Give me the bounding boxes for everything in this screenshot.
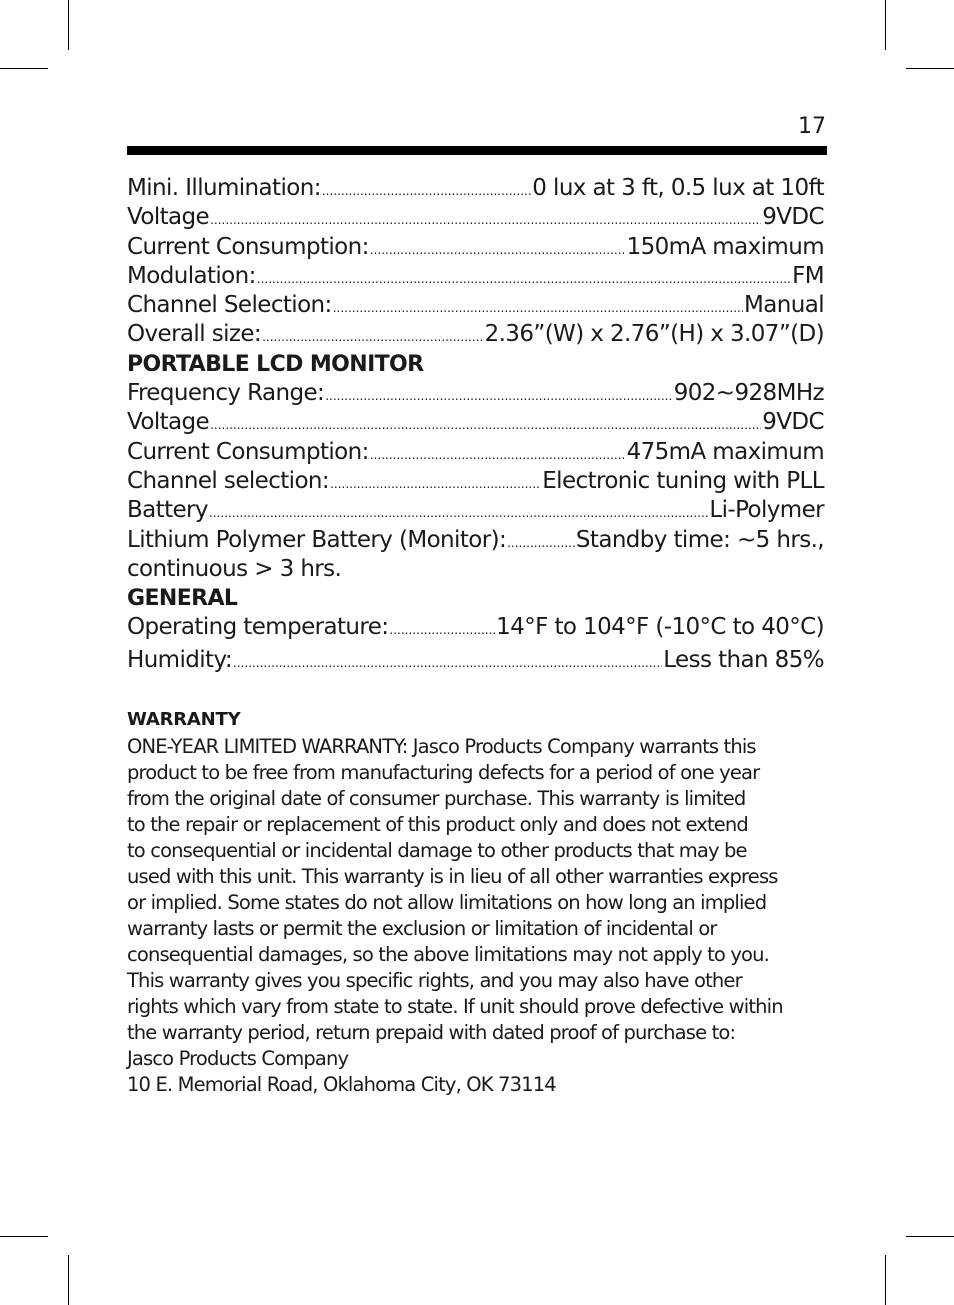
spec-value: 475mA maximum: [626, 438, 824, 465]
dot-leader: [322, 185, 531, 197]
warranty-line: used with this unit. This warranty is in lieu of all other warranties express: [127, 865, 778, 888]
warranty-line: warranty lasts or permit the exclusion or limitation of incidental or: [127, 917, 717, 940]
dot-leader: [330, 478, 541, 490]
warranty-line: consequential damages, so the above limitations may not apply to you.: [127, 943, 769, 966]
spec-label: Lithium Polymer Battery (Monitor):: [127, 526, 507, 553]
dot-leader: [210, 214, 761, 226]
crop-mark-top-left-horizontal: [0, 68, 48, 69]
specifications: [127, 174, 824, 675]
spec-value: 150mA maximum: [626, 233, 824, 260]
spec-value: 9VDC: [762, 204, 824, 231]
spec-row: [127, 174, 824, 203]
spec-row: [127, 203, 824, 232]
spec-row: [127, 613, 824, 642]
spec-label: Modulation:: [127, 262, 256, 289]
crop-mark-bottom-right-horizontal: [906, 1236, 954, 1237]
spec-row: [127, 379, 824, 408]
dot-leader: [209, 507, 708, 519]
dot-leader: [370, 449, 626, 461]
dot-leader: [325, 390, 673, 402]
warranty-line: product to be free from manufacturing defects for a period of one year: [127, 761, 760, 784]
header-rule: [127, 146, 827, 155]
spec-row: [127, 233, 824, 262]
spec-row: [127, 526, 824, 555]
crop-mark-bottom-right-vertical: [885, 1255, 886, 1305]
dot-leader: [333, 302, 743, 314]
section-heading-monitor: PORTABLE LCD MONITOR: [127, 351, 424, 377]
warranty-line: from the original date of consumer purchase. This warranty is limited: [127, 787, 746, 810]
spec-label: Frequency Range:: [127, 380, 325, 407]
dot-leader: [507, 537, 575, 549]
warranty-section: [127, 706, 832, 1098]
spec-value: 902~928MHz: [673, 380, 824, 407]
spec-label: Overall size:: [127, 321, 262, 348]
crop-mark-bottom-left-horizontal: [0, 1236, 48, 1237]
spec-label: Channel selection:: [127, 467, 330, 494]
spec-label: Operating temperature:: [127, 614, 389, 641]
warranty-address-company: Jasco Products Company: [127, 1047, 349, 1070]
crop-mark-bottom-left-vertical: [68, 1255, 69, 1305]
spec-label: Humidity:: [127, 646, 232, 673]
spec-row: [127, 320, 824, 349]
spec-row: [127, 496, 824, 525]
spec-value: FM: [792, 262, 824, 289]
spec-value: 14°F to 104°F (-10°C to 40°C): [496, 614, 824, 641]
warranty-line: This warranty gives you specific rights, and you may also have other: [127, 969, 742, 992]
warranty-line: ONE-YEAR LIMITED WARRANTY: Jasco Products Company warrants this: [127, 735, 756, 758]
section-heading-general: GENERAL: [127, 586, 238, 612]
spec-label: Voltage: [127, 409, 210, 436]
warranty-line: rights which vary from state to state. If unit should prove defective within: [127, 995, 783, 1018]
warranty-address-street: 10 E. Memorial Road, Oklahoma City, OK 73114: [127, 1073, 556, 1096]
warranty-line: or implied. Some states do not allow limitations on how long an implied: [127, 891, 767, 914]
warranty-line: to the repair or replacement of this product only and does not extend: [127, 813, 748, 836]
dot-leader: [262, 331, 484, 343]
spec-value: 0 lux at 3 ft, 0.5 lux at 10ft: [532, 175, 824, 201]
dot-leader: [257, 273, 791, 285]
spec-value: Electronic tuning with PLL: [542, 467, 824, 494]
spec-label: Current Consumption:: [127, 438, 369, 465]
spec-continuation: continuous > 3 hrs.: [127, 555, 342, 582]
warranty-line: the warranty period, return prepaid with dated proof of purchase to:: [127, 1021, 736, 1044]
spec-label: Mini. Illumination:: [127, 175, 321, 201]
spec-label: Channel Selection:: [127, 292, 332, 319]
spec-row: [127, 262, 824, 291]
spec-row: [127, 291, 824, 320]
spec-row: [127, 646, 824, 675]
warranty-heading: WARRANTY: [127, 709, 241, 730]
spec-label: Current Consumption:: [127, 233, 369, 260]
crop-mark-top-right-vertical: [885, 0, 886, 50]
spec-row: [127, 408, 824, 437]
spec-row: [127, 438, 824, 467]
dot-leader: [233, 657, 662, 669]
spec-row: [127, 467, 824, 496]
dot-leader: [210, 419, 761, 431]
spec-value: Manual: [744, 292, 824, 319]
spec-label: Voltage: [127, 204, 210, 231]
dot-leader: [389, 624, 495, 636]
spec-value: Li-Polymer: [709, 497, 824, 524]
spec-value: 2.36”(W) x 2.76”(H) x 3.07”(D): [484, 321, 824, 348]
spec-value: Standby time: ~5 hrs.,: [575, 526, 824, 553]
crop-mark-top-left-vertical: [68, 0, 69, 50]
warranty-line: to consequential or incidental damage to other products that may be: [127, 839, 747, 862]
spec-value: Less than 85%: [663, 646, 824, 673]
dot-leader: [370, 244, 626, 256]
page-number: 17: [798, 114, 826, 139]
spec-value: 9VDC: [762, 409, 824, 436]
crop-mark-top-right-horizontal: [906, 68, 954, 69]
spec-label: Battery: [127, 497, 208, 524]
